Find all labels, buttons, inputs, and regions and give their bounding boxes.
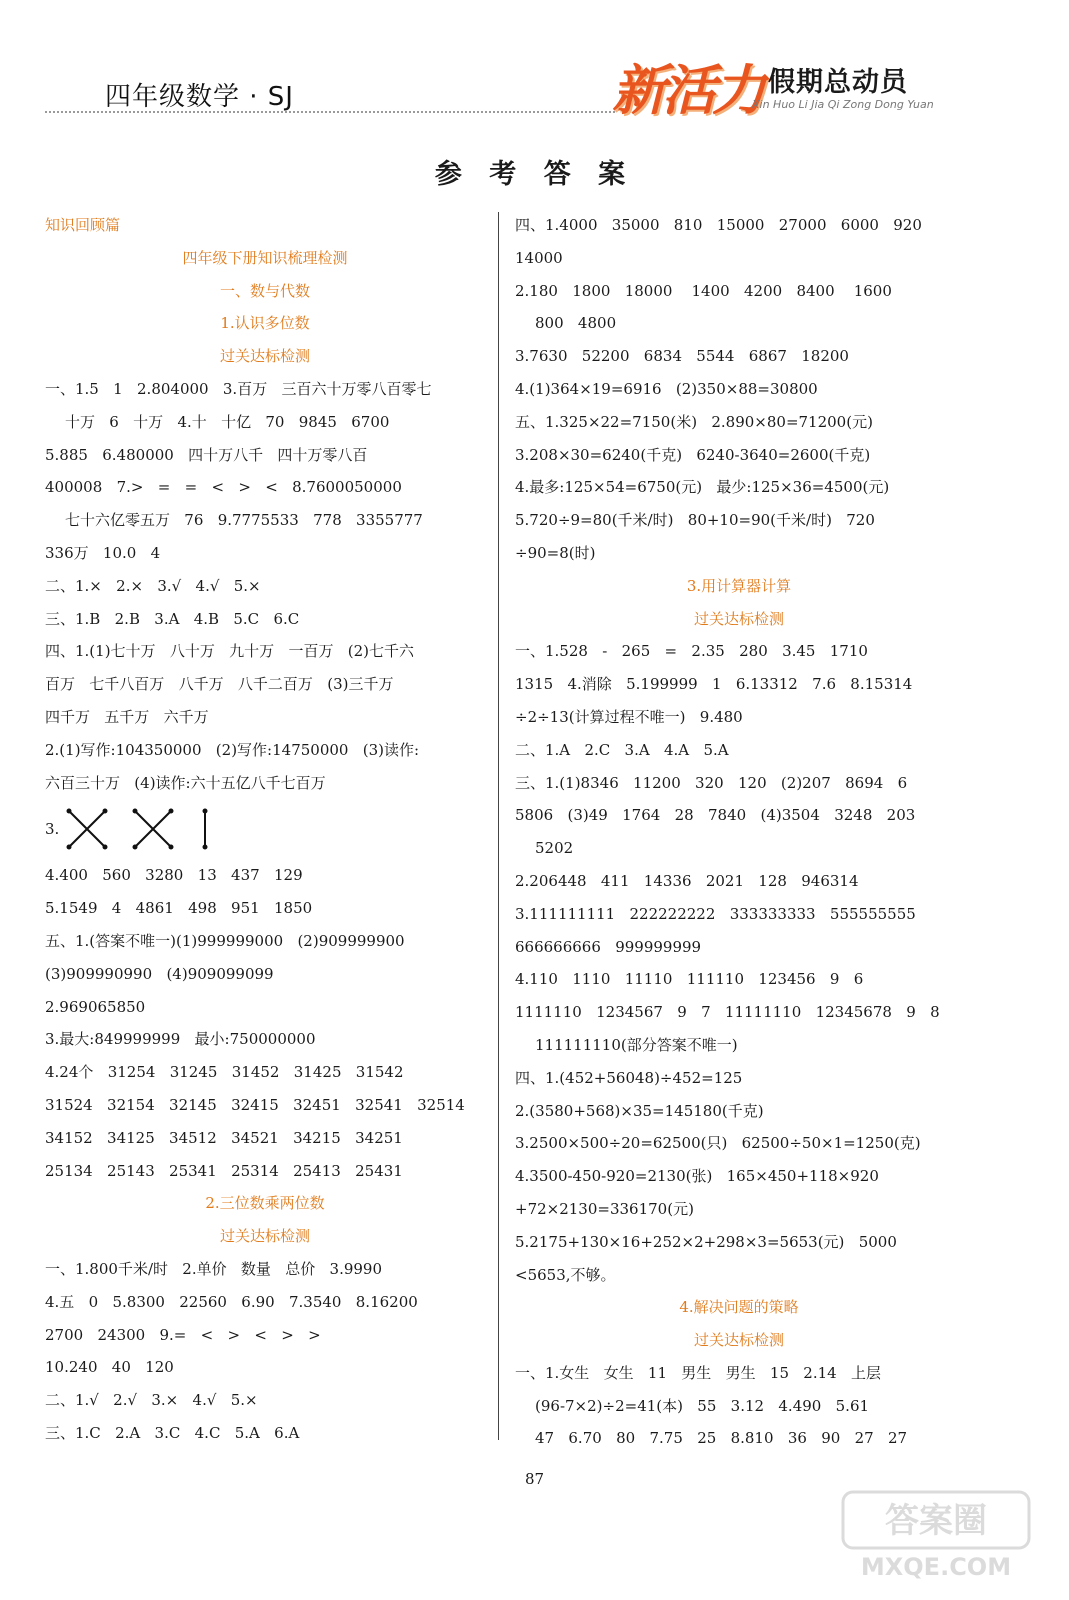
- answer-line: 百万 七千八百万 八千万 八千二百万 (3)三千万: [45, 675, 394, 694]
- section-heading: 2.三位数乘两位数: [205, 1194, 325, 1213]
- answer-line: 4.24个 31254 31245 31452 31425 31542: [45, 1063, 404, 1082]
- answer-line: 3.最大:849999999 最小:750000000: [45, 1030, 316, 1049]
- answer-line: 2.969065850: [45, 997, 146, 1016]
- answer-line: 5806 (3)49 1764 28 7840 (4)3504 3248 203: [515, 806, 916, 825]
- matching-dot: [103, 845, 108, 850]
- section-heading: 一、数与代数: [219, 281, 310, 300]
- answer-line: 2.(1)写作:104350000 (2)写作:14750000 (3)读作:: [45, 740, 420, 759]
- page-number: 87: [524, 1470, 545, 1488]
- answer-line: 五、1.(答案不唯一)(1)999999000 (2)909999900: [45, 931, 405, 950]
- section-heading: 4.解决问题的策略: [679, 1298, 799, 1317]
- answer-line-label: 3.: [45, 819, 60, 838]
- answer-line: 3.7630 52200 6834 5544 6867 18200: [515, 347, 849, 366]
- answer-line: 二、1.√ 2.√ 3.× 4.√ 5.×: [45, 1391, 258, 1410]
- answer-line: 1111110 1234567 9 7 11111110 12345678 9 8: [515, 1003, 940, 1022]
- section-heading: 1.认识多位数: [220, 314, 310, 333]
- answer-line: ÷2÷13(计算过程不唯一) 9.480: [515, 707, 743, 726]
- answer-line: (96-7×2)÷2=41(本) 55 3.12 4.490 5.61: [535, 1396, 870, 1415]
- answer-line: 10.240 40 120: [45, 1358, 174, 1377]
- brand-tag-text: 假期总动员: [768, 67, 908, 98]
- answer-line: 47 6.70 80 7.75 25 8.810 36 90 27 27: [535, 1429, 908, 1448]
- answer-line: 四、1.(452+56048)÷452=125: [515, 1068, 743, 1087]
- answer-line: 5.720÷9=80(千米/时) 80+10=90(千米/时) 720: [515, 511, 875, 530]
- section-heading: 知识回顾篇: [45, 216, 121, 234]
- answer-line: 三、1.B 2.B 3.A 4.B 5.C 6.C: [45, 609, 300, 628]
- answer-line: 一、1.5 1 2.804000 3.百万 三百六十万零八百零七: [45, 379, 432, 398]
- matching-dot: [133, 845, 138, 850]
- brand-pinyin-text: Xin Huo Li Jia Qi Zong Dong Yuan: [752, 98, 934, 111]
- matching-dot: [203, 809, 208, 814]
- matching-dot: [169, 845, 174, 850]
- answer-line: 四千万 五千万 六千万: [45, 707, 209, 726]
- header-subject: 四年级数学 · SJ: [105, 82, 294, 112]
- answer-line: 2700 24300 9.= < > < > >: [45, 1325, 321, 1344]
- answer-line: +72×2130=336170(元): [515, 1199, 694, 1218]
- section-heading: 过关达标检测: [693, 1331, 784, 1350]
- answer-line: 二、1.× 2.× 3.√ 4.√ 5.×: [45, 576, 261, 595]
- answer-line: 400008 7.> = = < > < 8.7600050000: [45, 478, 402, 497]
- answer-line: 3.2500×500÷20=62500(只) 62500÷50×1=1250(克): [515, 1134, 921, 1153]
- answer-line: 5.1549 4 4861 498 951 1850: [45, 899, 313, 918]
- left-column: [45, 209, 485, 1450]
- matching-dot: [133, 809, 138, 814]
- right-column: [515, 209, 963, 1455]
- column-divider: [498, 212, 499, 1440]
- answer-line: 十万 6 十万 4.十 十亿 70 9845 6700: [65, 412, 390, 431]
- answer-line: 666666666 999999999: [515, 937, 702, 956]
- matching-dot: [67, 809, 72, 814]
- matching-dot: [169, 809, 174, 814]
- header-rule: [45, 111, 615, 113]
- answer-line: (3)909990990 (4)909099099: [45, 964, 274, 983]
- answer-line: 4.五 0 5.8300 22560 6.90 7.3540 8.16200: [45, 1292, 418, 1311]
- answer-line: 800 4800: [535, 314, 617, 333]
- matching-dot: [203, 845, 208, 850]
- answer-line: 25134 25143 25341 25314 25413 25431: [45, 1161, 403, 1180]
- answer-line: 七十六亿零五万 76 9.7775533 778 3355777: [65, 511, 423, 530]
- matching-lines-figure: [65, 807, 225, 851]
- answer-line: 一、1.528 - 265 = 2.35 280 3.45 1710: [515, 642, 868, 661]
- brand-big-text: 新活力: [612, 58, 762, 122]
- answer-line: 五、1.325×22=7150(米) 2.890×80=71200(元): [515, 412, 873, 431]
- answer-line: <5653,不够。: [515, 1265, 616, 1284]
- answer-line: 5.885 6.480000 四十万八千 四十万零八百: [45, 445, 368, 464]
- section-heading: 过关达标检测: [693, 609, 784, 628]
- answer-line: 5.2175+130×16+252×2+298×3=5653(元) 5000: [515, 1232, 897, 1251]
- matching-dot: [67, 845, 72, 850]
- answer-line: 1315 4.消除 5.199999 1 6.13312 7.6 8.15314: [515, 675, 913, 694]
- answer-line: [45, 799, 485, 859]
- answer-line: 4.(1)364×19=6916 (2)350×88=30800: [515, 379, 818, 398]
- answer-line: 4.3500-450-920=2130(张) 165×450+118×920: [515, 1167, 879, 1186]
- brand-logo: [612, 48, 957, 120]
- answer-line: 3.208×30=6240(千克) 6240-3640=2600(千克): [515, 445, 871, 464]
- answer-line: 34152 34125 34512 34521 34215 34251: [45, 1128, 403, 1147]
- svg-text:答案圈: 答案圈: [885, 1501, 987, 1541]
- answer-line: 14000: [515, 248, 563, 267]
- answer-line: 4.110 1110 11110 111110 123456 9 6: [515, 970, 864, 989]
- answer-line: 三、1.(1)8346 11200 320 120 (2)207 8694 6: [515, 773, 908, 792]
- page-title: 参 考 答 案: [434, 159, 635, 190]
- answer-line: 2.(3580+568)×35=145180(千克): [515, 1101, 764, 1120]
- answer-line: 2.206448 411 14336 2021 128 946314: [515, 871, 859, 890]
- section-heading: 过关达标检测: [219, 1227, 310, 1246]
- answer-line: 111111110(部分答案不唯一): [535, 1035, 738, 1054]
- answer-line: 四、1.(1)七十万 八十万 九十万 一百万 (2)七千六: [45, 642, 415, 661]
- answer-line: 3.111111111 222222222 333333333 555555555: [515, 904, 916, 923]
- section-heading: 四年级下册知识梳理检测: [182, 248, 348, 267]
- answer-line: 4.最多:125×54=6750(元) 最少:125×36=4500(元): [515, 478, 890, 497]
- answer-line: 5202: [535, 839, 574, 858]
- answer-line: 2.180 1800 18000 1400 4200 8400 1600: [515, 281, 892, 300]
- section-heading: 3.用计算器计算: [686, 576, 792, 595]
- matching-dot: [103, 809, 108, 814]
- svg-text:MXQE.COM: MXQE.COM: [860, 1553, 1012, 1581]
- answer-line: 31524 32154 32145 32415 32451 32541 32514: [45, 1095, 465, 1114]
- answer-line: 六百三十万 (4)读作:六十五亿八千七百万: [45, 773, 326, 792]
- answer-line: 二、1.A 2.C 3.A 4.A 5.A: [515, 740, 729, 759]
- answer-line: 4.400 560 3280 13 437 129: [45, 866, 303, 885]
- answer-line: 一、1.女生 女生 11 男生 男生 15 2.14 上层: [515, 1363, 882, 1382]
- answer-line: 336万 10.0 4: [45, 543, 161, 562]
- section-heading: 过关达标检测: [219, 347, 310, 366]
- answer-line: 四、1.4000 35000 810 15000 27000 6000 920: [515, 216, 922, 234]
- answer-line: 三、1.C 2.A 3.C 4.C 5.A 6.A: [45, 1423, 300, 1442]
- answer-line: 一、1.800千米/时 2.单价 数量 总价 3.9990: [45, 1259, 383, 1278]
- answer-line: ÷90=8(时): [515, 543, 596, 562]
- watermark-logo: [841, 1490, 1031, 1585]
